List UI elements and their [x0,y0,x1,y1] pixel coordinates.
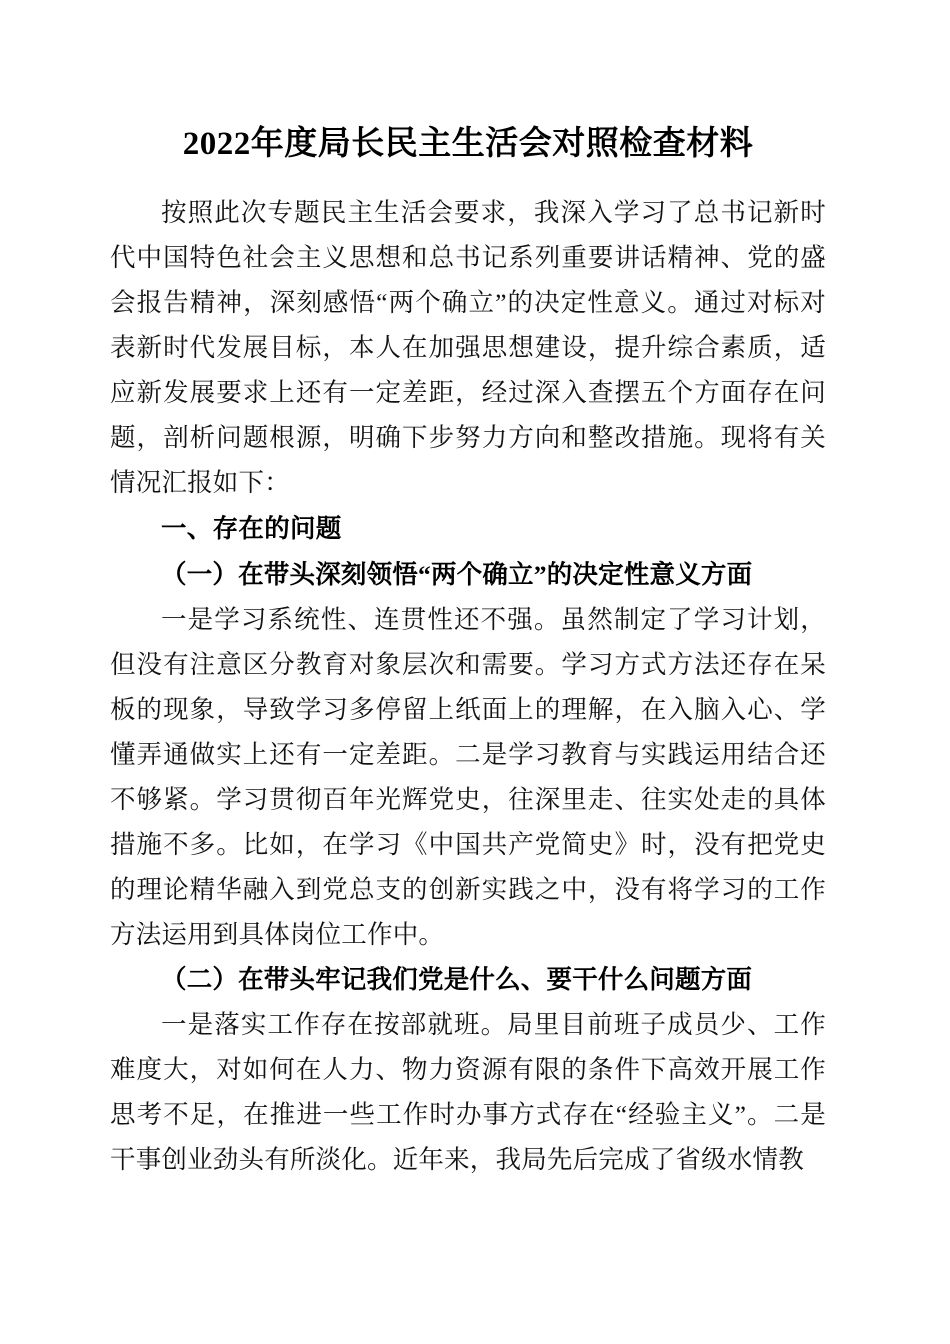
document-content [110,0,826,1182]
section-heading-existing-problems: 一、存在的问题 [161,515,342,543]
subsection-heading-1: （一）在带头深刻领悟“两个确立”的决定性意义方面 [161,560,753,589]
subsection-heading-2: （二）在带头牢记我们党是什么、要干什么问题方面 [161,965,753,994]
paragraph-intro: 按照此次专题民主生活会要求，我深入学习了总书记新时代中国特色社会主义思想和总书记系列重要讲话精神、党的盛会报告精神，深刻感悟“两个确立”的决定性意义。通过对标对表新时代发展目标，本人在加强思想建设，提升综合素质，适应新发展要求上还有一定差距，经过深入查摆五个方面存在问题，剖析问题根源，明确下步努力方向和整改措施。现将有关情况汇报如下： [110,198,826,497]
paragraph-subsection-2-body: 一是落实工作存在按部就班。局里目前班子成员少、工作难度大，对如何在人力、物力资源有限的条件下高效开展工作思考不足，在推进一些工作时办事方式存在“经验主义”。二是干事创业劲头有所淡化。近年来，我局先后完成了省级水情教 [110,1010,826,1174]
page-title: 2022年度局长民主生活会对照检查材料 [182,126,754,162]
paragraph-subsection-1-body: 一是学习系统性、连贯性还不强。虽然制定了学习计划，但没有注意区分教育对象层次和需要。学习方式方法还存在呆板的现象，导致学习多停留上纸面上的理解，在入脑入心、学懂弄通做实上还有一定差距。二是学习教育与实践运用结合还不够紧。学习贯彻百年光辉党史，往深里走、往实处走的具体措施不多。比如，在学习《中国共产党简史》时，没有把党史的理论精华融入到党总支的创新实践之中，没有将学习的工作方法运用到具体岗位工作中。 [110,605,826,949]
